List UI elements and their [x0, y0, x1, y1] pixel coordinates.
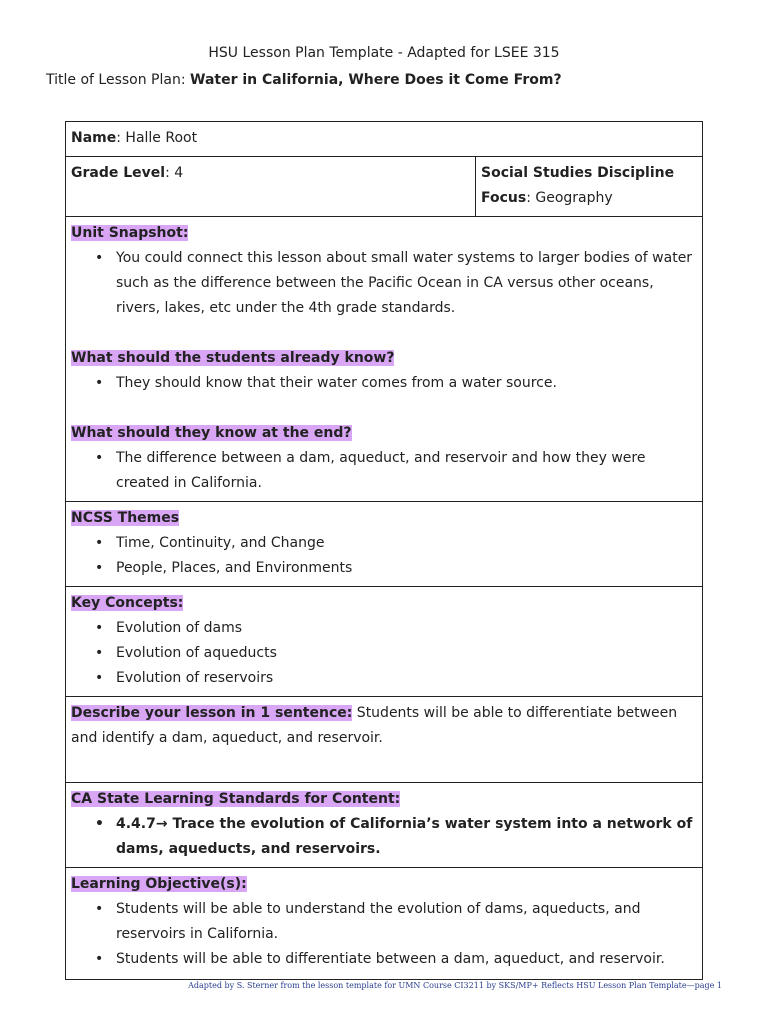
- list-item: • They should know that their water comes from a water source.: [116, 371, 697, 396]
- standards-list: [71, 812, 697, 862]
- ncss-list: [71, 531, 697, 581]
- standards-heading: CA State Learning Standards for Content:: [71, 791, 401, 807]
- ncss-cell: [66, 502, 703, 587]
- already-know-list: [71, 371, 697, 396]
- know-end-heading: What should they know at the end?: [71, 425, 352, 441]
- key-concepts-row: [66, 587, 703, 697]
- list-item: • Students will be able to differentiate between a dam, aqueduct, and reservoir.: [116, 947, 697, 972]
- lesson-plan-table: [65, 121, 703, 980]
- list-item: • People, Places, and Environments: [116, 556, 697, 581]
- lesson-title-line: [46, 72, 562, 88]
- lesson-title-label: Title of Lesson Plan:: [46, 72, 186, 88]
- already-know-heading: What should the students already know?: [71, 350, 395, 366]
- snapshot-row: [66, 217, 703, 502]
- key-concepts-heading: Key Concepts:: [71, 595, 184, 611]
- discipline-cell: [476, 157, 703, 217]
- grade-cell: [66, 157, 476, 217]
- list-item: • 4.4.7→ Trace the evolution of California’s water system into a network of dams, aqueducts, and reservoirs.: [116, 812, 697, 862]
- grade-label: Grade Level: [71, 165, 166, 181]
- know-end-list: [71, 446, 697, 496]
- focus-label: Focus: [481, 190, 527, 206]
- focus-line: [481, 186, 697, 211]
- describe-cell: [66, 697, 703, 783]
- objectives-row: [66, 868, 703, 980]
- ncss-row: [66, 502, 703, 587]
- key-concepts-list: [71, 616, 697, 691]
- discipline-label: Social Studies Discipline: [481, 165, 675, 181]
- name-row: [66, 122, 703, 157]
- page-footer: Adapted by S. Sterner from the lesson template for UMN Course CI3211 by SKS/MP+ Reflects HSU Lesson Plan Template—page 1: [188, 981, 722, 990]
- ncss-heading: NCSS Themes: [71, 510, 180, 526]
- list-item: • Students will be able to understand the evolution of dams, aqueducts, and reservoirs in California.: [116, 897, 697, 947]
- lesson-title-value: Water in California, Where Does it Come From?: [190, 72, 562, 88]
- objectives-heading: Learning Objective(s):: [71, 876, 247, 892]
- list-item: • Time, Continuity, and Change: [116, 531, 697, 556]
- unit-snapshot-list: [71, 246, 697, 321]
- name-label: Name: [71, 130, 117, 146]
- objectives-cell: [66, 868, 703, 980]
- list-item: • Evolution of dams: [116, 616, 697, 641]
- objectives-list: [71, 897, 697, 972]
- list-item: • Evolution of reservoirs: [116, 666, 697, 691]
- document-header: HSU Lesson Plan Template - Adapted for LSEE 315: [208, 45, 560, 61]
- name-value: : Halle Root: [116, 130, 198, 146]
- name-cell: [66, 122, 703, 157]
- list-item: • Evolution of aqueducts: [116, 641, 697, 666]
- grade-value: : 4: [165, 165, 184, 181]
- standards-row: [66, 783, 703, 868]
- describe-row: [66, 697, 703, 783]
- snapshot-cell: [66, 217, 703, 502]
- describe-heading: Describe your lesson in 1 sentence:: [71, 705, 353, 721]
- grade-row: [66, 157, 703, 217]
- key-concepts-cell: [66, 587, 703, 697]
- focus-value: : Geography: [526, 190, 613, 206]
- list-item: • You could connect this lesson about small water systems to larger bodies of water such as the difference between the Pacific Ocean in CA versus other oceans, rivers, lakes, etc under the 4th grade standards.: [116, 246, 697, 321]
- list-item: • The difference between a dam, aqueduct, and reservoir and how they were created in California.: [116, 446, 697, 496]
- unit-snapshot-heading: Unit Snapshot:: [71, 225, 189, 241]
- describe-text: Students will be able to differentiate between and identify a dam, aqueduct, and reservoir.: [71, 705, 678, 746]
- standards-cell: [66, 783, 703, 868]
